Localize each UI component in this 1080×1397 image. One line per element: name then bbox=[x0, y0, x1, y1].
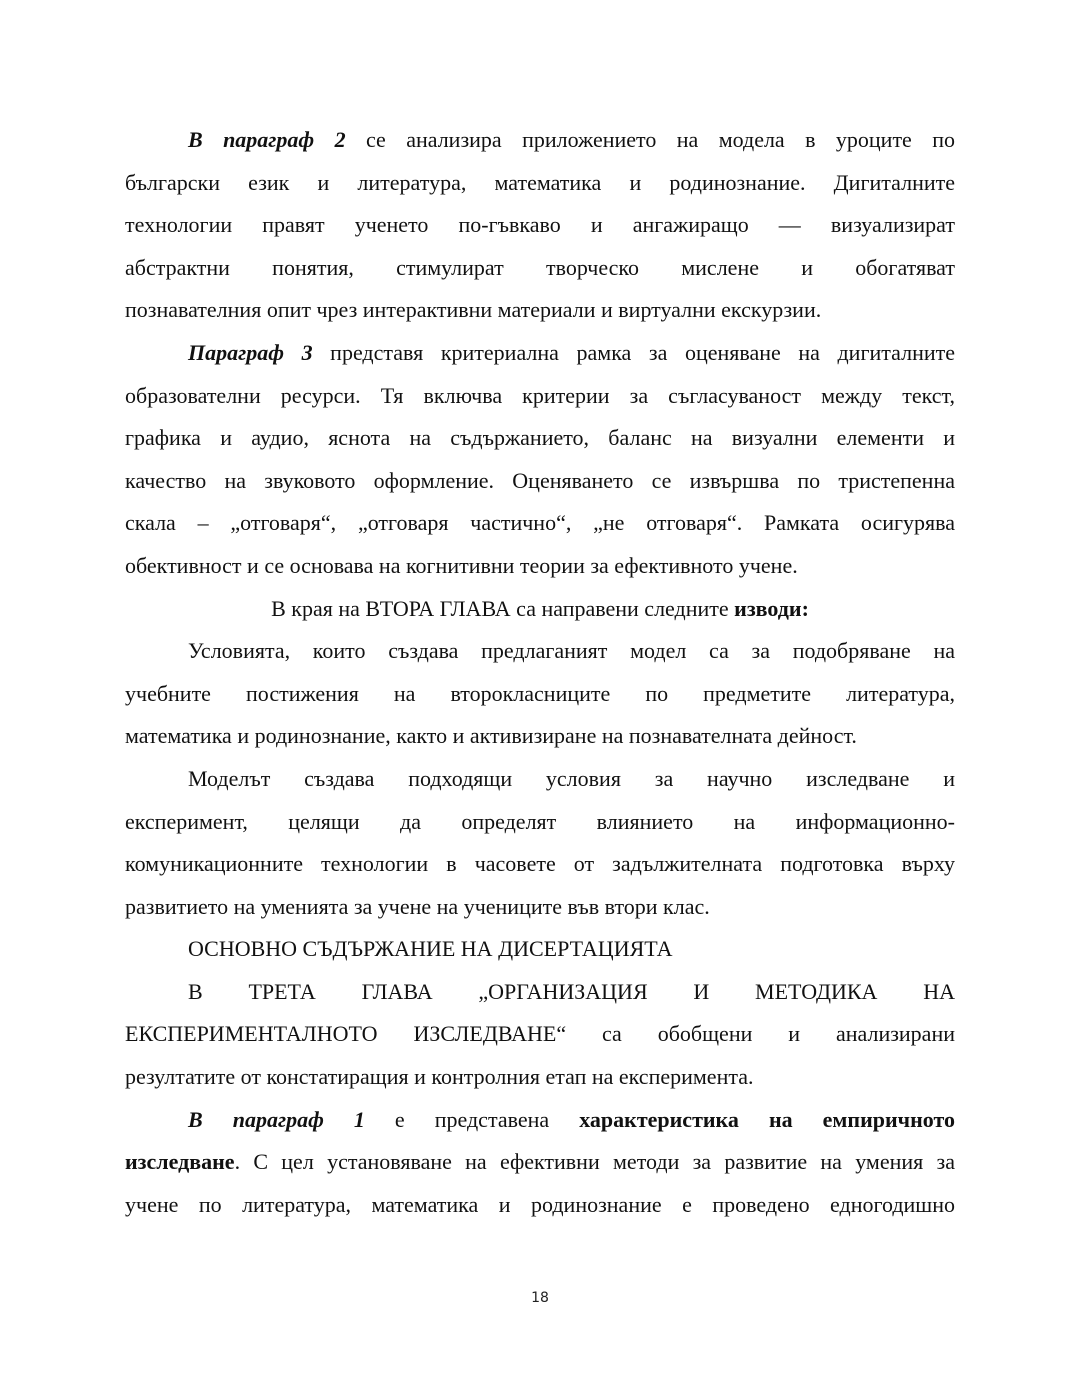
text-run: представя критериална рамка за оценяване на дигиталните bbox=[312, 339, 955, 365]
text-line bbox=[125, 417, 955, 460]
text-line bbox=[125, 673, 955, 716]
text-run: развитието на уменията за учене на учениците във втори клас. bbox=[125, 893, 710, 919]
text-line bbox=[125, 588, 955, 631]
text-line bbox=[125, 1056, 955, 1099]
text-run: образователни ресурси. Тя включва критерии за съгласуваност между текст, bbox=[125, 382, 955, 408]
text-line bbox=[125, 162, 955, 205]
emphasis-text: Параграф 3 bbox=[188, 339, 313, 365]
text-run: Моделът създава подходящи условия за научно изследване и bbox=[188, 765, 955, 791]
text-run: резултатите от констатиращия и контролния етап на експеримента. bbox=[125, 1064, 754, 1090]
emphasis-text: В параграф 2 bbox=[188, 127, 346, 152]
text-line bbox=[125, 801, 955, 844]
text-line bbox=[125, 289, 955, 332]
text-line bbox=[125, 928, 955, 971]
text-run: технологии правят ученето по-гъвкаво и ангажиращо — визуализират bbox=[125, 212, 955, 238]
paragraph bbox=[125, 332, 955, 588]
emphasis-text: В параграф 1 bbox=[188, 1106, 365, 1132]
paragraph bbox=[125, 1099, 955, 1227]
text-line bbox=[125, 119, 955, 162]
text-line bbox=[125, 843, 955, 886]
text-run: учене по литература, математика и родинознание е проведено едногодишно bbox=[125, 1191, 955, 1217]
document-body bbox=[125, 119, 955, 1226]
text-run: математика и родинознание, както и активизиране на познавателната дейност. bbox=[125, 723, 857, 749]
text-line bbox=[125, 460, 955, 503]
text-run: графика и аудио, яснота на съдържанието, баланс на визуални елементи и bbox=[125, 425, 955, 451]
text-line bbox=[125, 630, 955, 673]
text-run: ЕКСПЕРИМЕНТАЛНОТО ИЗСЛЕДВАНЕ“ са обобщени и анализирани bbox=[125, 1021, 955, 1047]
text-line bbox=[125, 1184, 955, 1227]
text-line bbox=[125, 1099, 955, 1142]
text-line bbox=[125, 971, 955, 1014]
text-run: комуникационните технологии в часовете от задължителната подготовка върху bbox=[125, 851, 955, 877]
text-run: учебните постижения на второкласниците по предметите литература, bbox=[125, 680, 955, 706]
paragraph bbox=[125, 119, 955, 332]
text-run: се анализира приложението на модела в уроците по bbox=[345, 127, 955, 152]
text-run: обективност и се основава на когнитивни теории за ефективното учене. bbox=[125, 552, 798, 578]
text-line bbox=[125, 758, 955, 801]
text-line bbox=[125, 1013, 955, 1056]
text-line bbox=[125, 375, 955, 418]
paragraph bbox=[125, 758, 955, 928]
text-run: В края на ВТОРА ГЛАВА са направени следните bbox=[271, 595, 735, 621]
text-run: експеримент, целящи да определят влиянието на информационно- bbox=[125, 808, 955, 834]
text-run: абстрактни понятия, стимулират творческо мислене и обогатяват bbox=[125, 254, 955, 280]
text-run: В ТРЕТА ГЛАВА „ОРГАНИЗАЦИЯ И МЕТОДИКА НА bbox=[188, 978, 955, 1004]
bold-text: характеристика на емпиричното bbox=[579, 1106, 955, 1132]
text-run: качество на звуковото оформление. Оценяването се извършва по тристепенна bbox=[125, 467, 955, 493]
text-line bbox=[125, 204, 955, 247]
text-line bbox=[125, 247, 955, 290]
text-line bbox=[125, 715, 955, 758]
text-line bbox=[125, 332, 955, 375]
paragraph bbox=[125, 630, 955, 758]
bold-text: изводи: bbox=[734, 595, 809, 621]
page-number: 18 bbox=[531, 1290, 549, 1306]
text-run: български език и литература, математика и родинознание. Дигиталните bbox=[125, 169, 955, 195]
text-run: . С цел установяване на ефективни методи за развитие на умения за bbox=[234, 1149, 955, 1175]
paragraph bbox=[125, 928, 955, 971]
paragraph bbox=[125, 588, 955, 631]
text-line bbox=[125, 1141, 955, 1184]
text-run: е представена bbox=[364, 1106, 580, 1132]
text-line bbox=[125, 545, 955, 588]
text-run: ОСНОВНО СЪДЪРЖАНИЕ НА ДИСЕРТАЦИЯТА bbox=[188, 936, 673, 962]
text-run: скала – „отговаря“, „отговаря частично“, „не отговаря“. Рамката осигурява bbox=[125, 510, 955, 536]
text-run: Условията, които създава предлаганият модел са за подобряване на bbox=[188, 638, 955, 664]
paragraph bbox=[125, 971, 955, 1099]
text-line bbox=[125, 502, 955, 545]
text-line bbox=[125, 886, 955, 929]
bold-text: изследване bbox=[125, 1149, 235, 1175]
text-run: познавателния опит чрез интерактивни материали и виртуални екскурзии. bbox=[125, 297, 822, 323]
